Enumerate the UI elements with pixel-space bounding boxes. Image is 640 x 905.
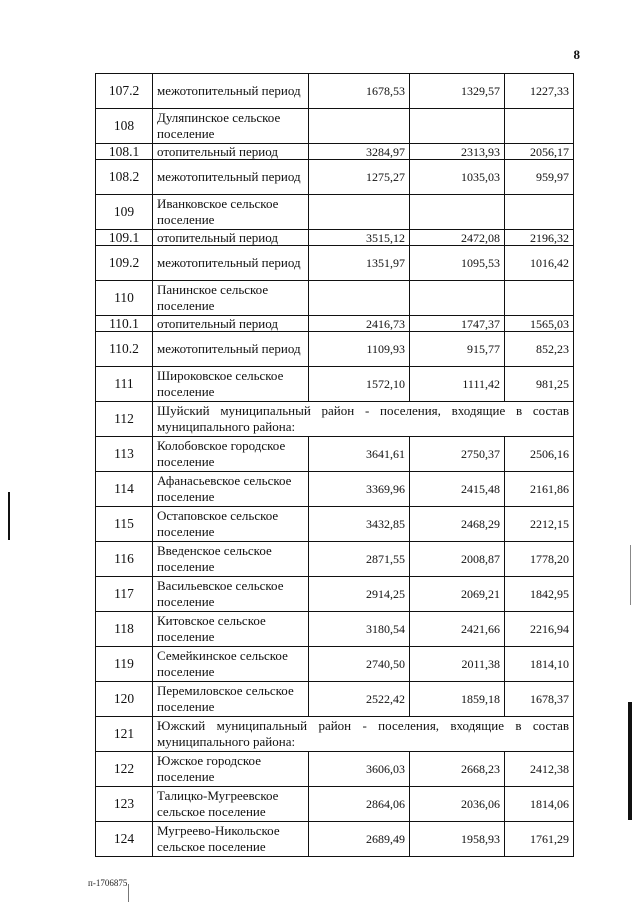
value-col-1: 3515,12 [309, 230, 410, 246]
value-col-3: 1678,37 [505, 682, 574, 717]
footer-document-code: п-1706875 [88, 878, 128, 888]
table-row [96, 682, 574, 717]
table-row [96, 160, 574, 195]
value-col-2: 2421,66 [410, 612, 505, 647]
row-number: 108 [96, 109, 153, 144]
row-label: Талицко-Мугреевское сельское поселение [153, 787, 309, 822]
value-col-1: 3606,03 [309, 752, 410, 787]
table-row [96, 246, 574, 281]
value-col-2: 1747,37 [410, 316, 505, 332]
row-label: Васильевское сельское поселение [153, 577, 309, 612]
row-label: Дуляпинское сельское поселение [153, 109, 309, 144]
value-col-3: 2056,17 [505, 144, 574, 160]
row-label: Китовское сельское поселение [153, 612, 309, 647]
value-col-1: 1678,53 [309, 74, 410, 109]
value-col-1 [309, 109, 410, 144]
row-number: 119 [96, 647, 153, 682]
row-label: межотопительный период [153, 160, 309, 195]
row-number: 120 [96, 682, 153, 717]
value-col-2: 2415,48 [410, 472, 505, 507]
row-number: 115 [96, 507, 153, 542]
row-label: Иванковское сельское поселение [153, 195, 309, 230]
scan-mark-right-faint [630, 545, 631, 605]
value-col-1: 1109,93 [309, 332, 410, 367]
value-col-2: 2668,23 [410, 752, 505, 787]
value-col-1: 2416,73 [309, 316, 410, 332]
value-col-1: 3369,96 [309, 472, 410, 507]
value-col-3: 1814,10 [505, 647, 574, 682]
value-col-3: 959,97 [505, 160, 574, 195]
value-col-2: 2750,37 [410, 437, 505, 472]
table-row [96, 195, 574, 230]
value-col-3: 2196,32 [505, 230, 574, 246]
row-number: 123 [96, 787, 153, 822]
value-col-1 [309, 281, 410, 316]
row-number: 111 [96, 367, 153, 402]
value-col-1 [309, 195, 410, 230]
table-row [96, 332, 574, 367]
row-label: отопительный период [153, 144, 309, 160]
value-col-3 [505, 195, 574, 230]
row-label: межотопительный период [153, 74, 309, 109]
value-col-3: 2212,15 [505, 507, 574, 542]
table-row [96, 281, 574, 316]
value-col-2: 2313,93 [410, 144, 505, 160]
row-label: Семейкинское сельское поселение [153, 647, 309, 682]
value-col-1: 2689,49 [309, 822, 410, 857]
row-number: 112 [96, 402, 153, 437]
row-number: 117 [96, 577, 153, 612]
value-col-3: 2216,94 [505, 612, 574, 647]
row-number: 108.2 [96, 160, 153, 195]
value-col-2: 1035,03 [410, 160, 505, 195]
value-col-3: 1227,33 [505, 74, 574, 109]
value-col-1: 1351,97 [309, 246, 410, 281]
value-col-2: 1859,18 [410, 682, 505, 717]
table-row [96, 822, 574, 857]
district-heading: Шуйский муниципальный район - поселения, входящие в состав муниципального района: [153, 402, 574, 437]
row-number: 110.2 [96, 332, 153, 367]
row-label: Колобовское городское поселение [153, 437, 309, 472]
value-col-2 [410, 109, 505, 144]
row-number: 110.1 [96, 316, 153, 332]
table-row [96, 109, 574, 144]
row-number: 109.1 [96, 230, 153, 246]
value-col-3: 2412,38 [505, 752, 574, 787]
row-label: Введенское сельское поселение [153, 542, 309, 577]
value-col-3: 981,25 [505, 367, 574, 402]
row-label: Панинское сельское поселение [153, 281, 309, 316]
value-col-3: 1814,06 [505, 787, 574, 822]
table-row [96, 402, 574, 437]
value-col-1: 2522,42 [309, 682, 410, 717]
value-col-3: 2506,16 [505, 437, 574, 472]
row-label: Перемиловское сельское поселение [153, 682, 309, 717]
value-col-1: 2871,55 [309, 542, 410, 577]
value-col-1: 2740,50 [309, 647, 410, 682]
row-label: Широковское сельское поселение [153, 367, 309, 402]
value-col-3: 1761,29 [505, 822, 574, 857]
value-col-1: 1275,27 [309, 160, 410, 195]
row-label: межотопительный период [153, 246, 309, 281]
table-row [96, 612, 574, 647]
scan-mark-bottom [128, 884, 129, 902]
row-number: 121 [96, 717, 153, 752]
value-col-2: 1111,42 [410, 367, 505, 402]
value-col-1: 2914,25 [309, 577, 410, 612]
value-col-1: 3641,61 [309, 437, 410, 472]
value-col-1: 3284,97 [309, 144, 410, 160]
row-number: 110 [96, 281, 153, 316]
district-heading: Южский муниципальный район - поселения, входящие в состав муниципального района: [153, 717, 574, 752]
value-col-3: 1778,20 [505, 542, 574, 577]
scan-mark-left [8, 492, 10, 540]
value-col-3: 1842,95 [505, 577, 574, 612]
value-col-2: 915,77 [410, 332, 505, 367]
table-row [96, 787, 574, 822]
table-row [96, 507, 574, 542]
row-label: Южское городское поселение [153, 752, 309, 787]
row-number: 122 [96, 752, 153, 787]
scan-mark-right [628, 702, 632, 820]
row-number: 107.2 [96, 74, 153, 109]
row-label: Остаповское сельское поселение [153, 507, 309, 542]
row-number: 109.2 [96, 246, 153, 281]
row-label: Мугреево-Никольское сельское поселение [153, 822, 309, 857]
table-row [96, 752, 574, 787]
value-col-2: 2036,06 [410, 787, 505, 822]
value-col-2: 1095,53 [410, 246, 505, 281]
table-row [96, 542, 574, 577]
page-number: 8 [573, 47, 580, 62]
value-col-2 [410, 281, 505, 316]
row-number: 124 [96, 822, 153, 857]
value-col-3: 2161,86 [505, 472, 574, 507]
value-col-2: 2468,29 [410, 507, 505, 542]
table-row [96, 230, 574, 246]
value-col-1: 1572,10 [309, 367, 410, 402]
row-label: межотопительный период [153, 332, 309, 367]
row-number: 114 [96, 472, 153, 507]
value-col-3: 1565,03 [505, 316, 574, 332]
table-row [96, 717, 574, 752]
value-col-2 [410, 195, 505, 230]
table-row [96, 367, 574, 402]
value-col-3: 852,23 [505, 332, 574, 367]
table-row [96, 577, 574, 612]
value-col-3 [505, 281, 574, 316]
row-label: отопительный период [153, 316, 309, 332]
row-number: 109 [96, 195, 153, 230]
table-row [96, 437, 574, 472]
value-col-3: 1016,42 [505, 246, 574, 281]
row-number: 118 [96, 612, 153, 647]
value-col-2: 2011,38 [410, 647, 505, 682]
value-col-2: 1329,57 [410, 74, 505, 109]
row-number: 108.1 [96, 144, 153, 160]
row-label: отопительный период [153, 230, 309, 246]
value-col-2: 2472,08 [410, 230, 505, 246]
table-row [96, 472, 574, 507]
table-row [96, 647, 574, 682]
row-label: Афанасьевское сельское поселение [153, 472, 309, 507]
row-number: 113 [96, 437, 153, 472]
tariff-table [95, 73, 574, 857]
table-row [96, 316, 574, 332]
table-row [96, 144, 574, 160]
value-col-2: 2008,87 [410, 542, 505, 577]
table-row [96, 74, 574, 109]
value-col-2: 2069,21 [410, 577, 505, 612]
value-col-1: 3432,85 [309, 507, 410, 542]
value-col-2: 1958,93 [410, 822, 505, 857]
row-number: 116 [96, 542, 153, 577]
value-col-3 [505, 109, 574, 144]
value-col-1: 3180,54 [309, 612, 410, 647]
table-body [96, 74, 574, 857]
value-col-1: 2864,06 [309, 787, 410, 822]
